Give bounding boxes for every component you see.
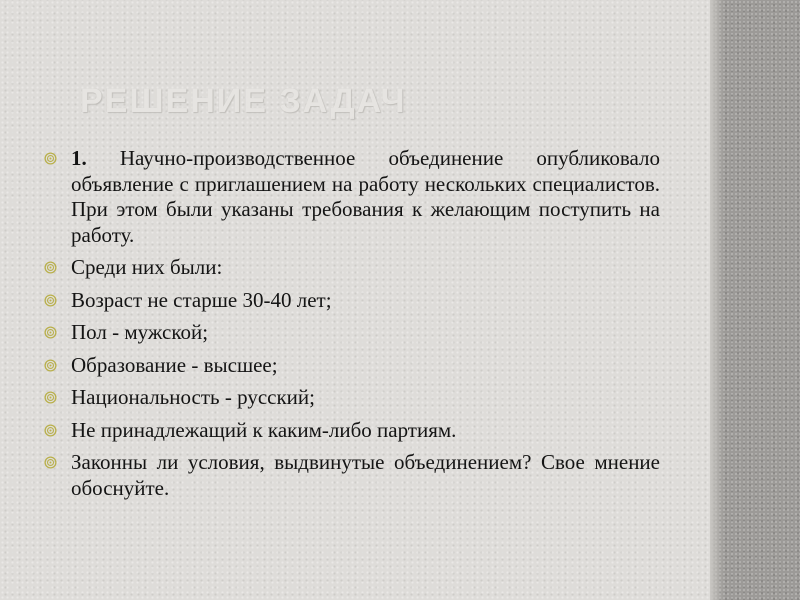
decorative-side-band <box>710 0 800 600</box>
list-item-text: Пол - мужской; <box>71 320 209 344</box>
ring-bullet-icon <box>44 391 57 404</box>
list-item <box>44 450 660 501</box>
list-item-text: Образование - высшее; <box>71 352 278 377</box>
ring-bullet-icon <box>44 424 57 437</box>
list-item <box>44 418 660 444</box>
list-item-text: Возраст не старше 30-40 лет; <box>71 287 332 312</box>
task-number: 1. <box>71 146 87 170</box>
list-item <box>44 288 660 314</box>
ring-bullet-icon <box>44 359 57 372</box>
list-item <box>44 353 660 379</box>
list-item-text: Национальность - русский; <box>71 385 315 409</box>
list-item-text: Научно-производственное объединение опубликовало объявление с приглашением на работу нескольких специалистов. При этом были указаны требования к желающим поступить на работу. <box>71 146 661 247</box>
list-item <box>44 146 660 248</box>
list-item-text: Среди них были: <box>71 255 223 279</box>
list-item <box>44 320 660 346</box>
ring-bullet-icon <box>44 456 57 469</box>
bullet-list <box>44 146 660 508</box>
slide-title: РЕШЕНИЕ ЗАДАЧ <box>80 82 407 120</box>
list-item <box>44 385 660 411</box>
ring-bullet-icon <box>44 294 57 307</box>
ring-bullet-icon <box>44 261 57 274</box>
ring-bullet-icon <box>44 152 57 165</box>
list-item <box>44 255 660 281</box>
ring-bullet-icon <box>44 326 57 339</box>
list-item-text: Законны ли условия, выдвинутые объединением? Свое мнение обоснуйте. <box>71 450 660 500</box>
list-item-text: Не принадлежащий к каким-либо партиям. <box>71 417 457 442</box>
